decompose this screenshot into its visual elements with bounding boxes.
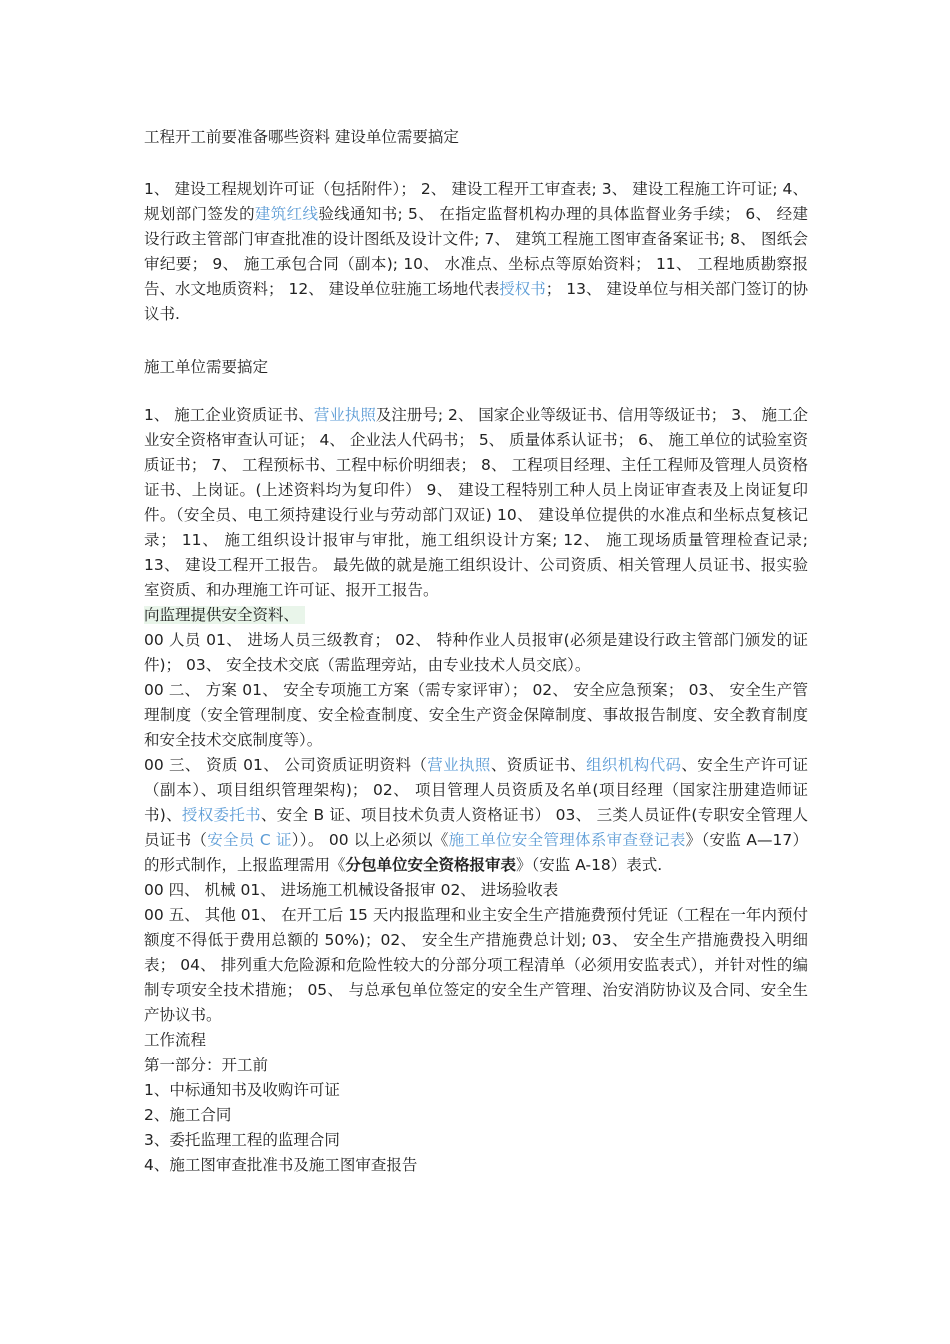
- text-segment: 验线通知书; 5、 在指定监督机构办理的具体监督业务手续； 6、 经建设行政主管部门审查批准的设计图纸及设计文件; 7、 建筑工程施工图审查备案证书; 8、 图纸会审纪要； 9、 施工承包合同（副本); 10、 水准点、坐标点等原始资料； 11、 工程地质勘察报告、水文地质资料； 12、 建设单位驻施工场地代表: [144, 205, 808, 298]
- workflow-heading: 工作流程: [144, 1031, 207, 1049]
- part1-heading: 第一部分：开工前: [144, 1056, 269, 1074]
- safety-item-plans: [144, 678, 808, 753]
- contractor-heading: 施工单位需要搞定: [144, 358, 269, 376]
- workflow-item: 3、委托监理工程的监理合同: [144, 1131, 340, 1149]
- workflow-item: 2、施工合同: [144, 1106, 232, 1124]
- text-segment: 00 二、 方案 01、 安全专项施工方案（需专家评审）； 02、 安全应急预案； 03、 安全生产管理制度（安全管理制度、安全检查制度、安全生产资金保障制度、事故报告制度、安全教育制度和安全技术交底制度等）。: [144, 681, 808, 749]
- safety-item-qualifications: [144, 753, 808, 878]
- safety-items-list: [144, 628, 808, 1028]
- text-segment: 00 四、 机械 01、 进场施工机械设备报审 02、 进场验收表: [144, 881, 559, 899]
- keyword-link[interactable]: 施工单位安全管理体系审查登记表: [448, 831, 686, 849]
- keyword-link[interactable]: 营业执照: [427, 756, 491, 774]
- keyword-link[interactable]: 建筑红线: [254, 205, 319, 223]
- text-segment: 00 三、 资质 01、 公司资质证明资料（: [144, 756, 428, 774]
- contractor-requirements-paragraph: [144, 403, 808, 603]
- text-segment: 及注册号; 2、 国家企业等级证书、信用等级证书； 3、 施工企业安全资格审查认可证； 4、 企业法人代码书； 5、 质量体系认证书； 6、 施工单位的试验室资质证书； 7、 工程预标书、工程中标价明细表； 8、 工程项目经理、主任工程师及管理人员资格证书、上岗证。(上述资料均为复印件） 9、 建设工程特别工种人员上岗证审查表及上岗证复印件。（安全员、电工须持建设行业与劳动部门双证) 10、 建设单位提供的水准点和坐标点复核记录； 11、 施工组织设计报审与审批，施工组织设计方案; 12、 施工现场质量管理检查记录; 13、 建设工程开工报告。 最先做的就是施工组织设计、公司资质、相关管理人员证书、报实验室资质、和办理施工许可证、报开工报告。: [144, 406, 809, 599]
- text-segment: 1、 施工企业资质证书、: [144, 406, 314, 424]
- emphasized-text: 分包单位安全资格报审表: [345, 856, 517, 874]
- keyword-link[interactable]: 组织机构代码: [586, 756, 682, 774]
- text-segment: ））。 00 以上必须以《: [291, 831, 449, 849]
- page-title: 工程开工前要准备哪些资料 建设单位需要搞定: [144, 128, 459, 146]
- keyword-link[interactable]: 安全员 C 证: [207, 831, 292, 849]
- text-segment: 1、 建设工程规划许可证（包括附件）； 2、 建设工程开工审查表; 3、 建设工程施工许可证; 4、 规划部门签发的: [144, 180, 808, 223]
- safety-item-other: [144, 903, 808, 1028]
- text-segment: 、安全生产许可证（副本）、项目组织管理架构)； 02、 项目管理人员资质及名单(项目经理（国家注册建造师证书)、: [144, 756, 808, 824]
- text-segment: 00 五、 其他 01、 在开工后 15 天内报监理和业主安全生产措施费预付凭证（工程在一年内预付额度不得低于费用总额的 50%)；02、 安全生产措施费总计划; 03、 安全生产措施费投入明细表； 04、 排列重大危险源和危险性较大的分部分项工程清单（必须用安监表式），并针对性的编制专项安全技术措施； 05、 与总承包单位签定的安全生产管理、治安消防协议及合同、安全生产协议书。: [144, 906, 808, 1024]
- safety-item-machinery: [144, 878, 808, 903]
- supervision-heading: 向监理提供安全资料、: [144, 606, 305, 624]
- owner-requirements-paragraph: [144, 177, 808, 327]
- text-segment: 》（安监 A—17）的形式制作，上报监理需用《: [144, 831, 808, 874]
- document-content: [144, 125, 808, 1178]
- text-segment: 、安全 B 证、项目技术负责人资格证书） 03、 三类人员证件(专职安全管理人员证书（: [144, 806, 808, 849]
- workflow-item: 1、中标通知书及收购许可证: [144, 1081, 340, 1099]
- text-segment: 00 人员 01、 进场人员三级教育； 02、 特种作业人员报审(必须是建设行政主管部门颁发的证件)； 03、 安全技术交底（需监理旁站，由专业技术人员交底）。: [144, 631, 808, 674]
- keyword-link[interactable]: 授权委托书: [181, 806, 261, 824]
- keyword-link[interactable]: 营业执照: [313, 406, 376, 424]
- text-segment: 、资质证书、: [490, 756, 587, 774]
- keyword-link[interactable]: 授权书: [499, 280, 546, 298]
- safety-item-personnel: [144, 628, 808, 678]
- text-segment: 》（安监 A-18）表式.: [516, 856, 663, 874]
- workflow-item: 4、施工图审查批准书及施工图审查报告: [144, 1156, 418, 1174]
- text-segment: ； 13、 建设单位与相关部门签订的协议书.: [144, 280, 808, 323]
